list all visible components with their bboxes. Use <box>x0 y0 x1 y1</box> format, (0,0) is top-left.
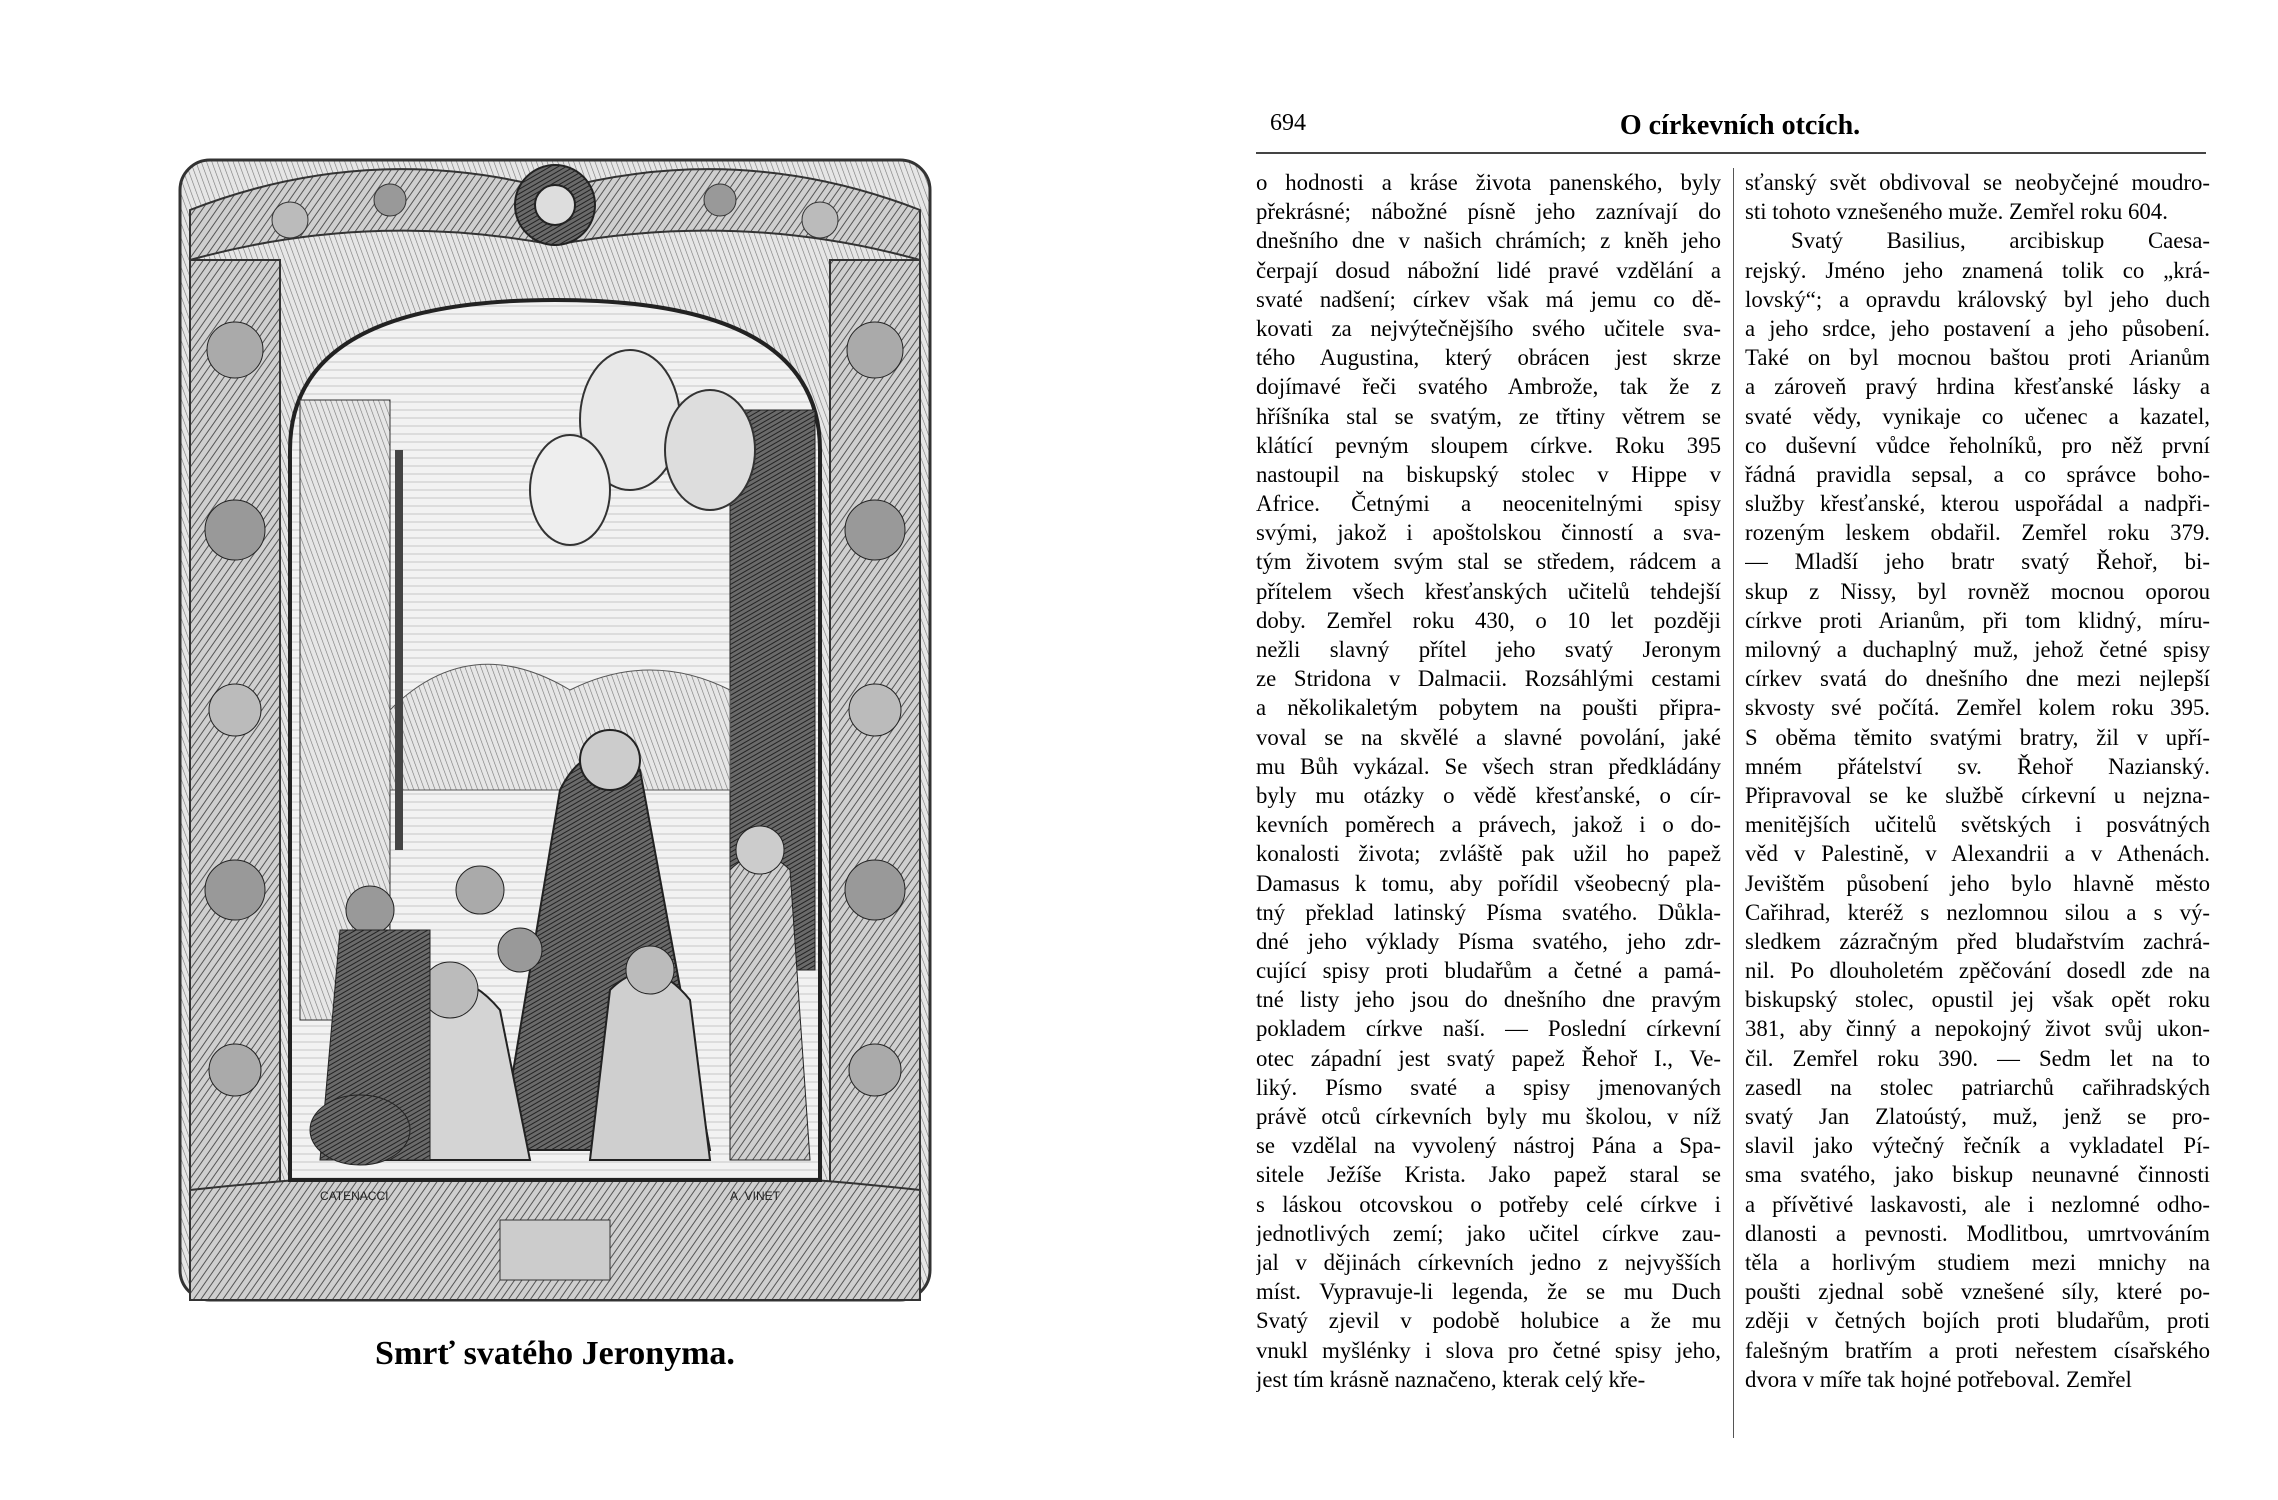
text-line: kovati za nejvýtečnějšího svého učitele sva- <box>1256 315 1721 341</box>
text-line: zději v četných bojích proti bludařům, proti <box>1745 1308 2210 1334</box>
text-line: byly mu otázky o vědě křesťanské, o cír- <box>1256 782 1721 808</box>
text-line: s láskou otcovskou o potřeby celé církve i <box>1256 1191 1721 1217</box>
text-line: rozeným leskem obdařil. Zemřel roku 379. <box>1745 520 2210 546</box>
text-line: mném přátelství sv. Řehoř Nazianský. <box>1745 753 2210 779</box>
text-line: cující spisy proti bludařům a četné a pamá- <box>1256 958 1721 984</box>
text-line: pokladem církve naší. — Poslední církevní <box>1256 1016 1721 1042</box>
text-line: čerpají dosud nábožní lidé pravé vzdělání a <box>1256 257 1721 283</box>
text-line: poušti zjednal sobě vznešené síly, které po- <box>1745 1279 2210 1305</box>
text-line: zasedl na stolec patriarchů cařihradských <box>1745 1074 2210 1100</box>
text-line: svatý Jan Zlatoústý, muž, jenž se pro- <box>1745 1104 2210 1129</box>
text-line: — Mladší jeho bratr svatý Řehoř, bi- <box>1745 549 2210 575</box>
text-line: Svatý zjevil v podobě holubice a že mu <box>1256 1308 1721 1334</box>
text-line: dlanosti a pevnosti. Modlitbou, umrtvováním <box>1745 1220 2210 1246</box>
scene-death-of-st-jerome <box>290 300 820 1180</box>
fruit-garland-right <box>830 260 920 1190</box>
text-line: a několikaletým pobytem na poušti připra- <box>1256 695 1721 721</box>
text-line: sitele Ježíše Krista. Jako papež staral se <box>1256 1162 1721 1188</box>
ornamental-frame-illustration <box>170 150 940 1330</box>
engraver-signature-right: A. VINET <box>730 1189 781 1203</box>
text-line: a zároveň pravý hrdina křesťanské lásky a <box>1745 374 2210 400</box>
text-line: co duševní vůdce řeholníků, pro něž první <box>1745 432 2210 458</box>
text-line: tné listy jeho jsou do dnešního dne pravým <box>1256 987 1721 1013</box>
text-line: přítelem všech křesťanských učitelů tehdejší <box>1256 578 1721 604</box>
text-line: dojímavé řeči svatého Ambrože, tak že z <box>1256 374 1721 400</box>
text-line: Také on byl mocnou baštou proti Arianům <box>1745 345 2210 371</box>
text-line: právě otců církevních byly mu školou, v níž <box>1256 1104 1721 1129</box>
text-line: lovský“; a opravdu královský byl jeho duch <box>1745 286 2210 312</box>
text-line: milovný a duchaplný muž, jehož četné spisy <box>1745 637 2210 662</box>
text-line: se vzdělal na vyvolený nástroj Pána a Spa- <box>1256 1133 1721 1159</box>
column-divider <box>1733 168 1734 1438</box>
text-line: dvora v míře tak hojné potřeboval. Zemřel <box>1745 1366 2132 1392</box>
text-line: čil. Zemřel roku 390. — Sedm let na to <box>1745 1045 2210 1071</box>
text-line: doby. Zemřel roku 430, o 10 let později <box>1256 607 1721 633</box>
text-line: sťanský svět obdivoval se neobyčejné moudro- <box>1745 170 2210 195</box>
text-line: rejský. Jméno jeho znamená tolik co „krá- <box>1745 257 2210 283</box>
text-line: 381, aby činný a nepokojný život svůj ukon- <box>1745 1016 2210 1042</box>
text-line: mu Bůh vykázal. Se všech stran předkládány <box>1256 753 1721 779</box>
text-line: sledkem zázračným před bludařstvím zachrá- <box>1745 928 2210 954</box>
text-line: Jevištěm působení jeho bylo hlavně město <box>1745 870 2210 896</box>
text-line: svými, jakož i apoštolskou činností a sva- <box>1256 520 1721 546</box>
text-line: sti tohoto vznešeného muže. Zemřel roku 604. <box>1745 199 2168 225</box>
text-line: řádná pravidla sepsal, a co správce boho- <box>1745 461 2210 487</box>
page-header <box>1270 110 2210 150</box>
text-line: jal v dějinách církevních jedno z nejvyšších <box>1256 1249 1721 1275</box>
text-line: voval se na skvělé a slavné povolání, jaké <box>1256 724 1721 750</box>
text-line: Africe. Četnými a neocenitelnými spisy <box>1256 491 1721 517</box>
text-line: Svatý Basilius, arcibiskup Caesa- <box>1791 228 2210 254</box>
text-line: o hodnosti a kráse života panenského, byly <box>1256 170 1721 195</box>
text-line: hříšníka stal se svatým, ze třtiny větrem se <box>1256 403 1721 429</box>
text-line: svaté vědy, vynikaje co učenec a kazatel, <box>1745 403 2210 429</box>
text-line: tého Augustina, který obrácen jest skrze <box>1256 345 1721 371</box>
engraver-signature-left: CATENACCI <box>320 1189 389 1203</box>
text-line: tný překlad latinský Písma svatého. Důkla- <box>1256 899 1721 925</box>
text-line: nežli slavný přítel jeho svatý Jeronym <box>1256 637 1721 662</box>
text-line: liký. Písmo svaté a spisy jmenovaných <box>1256 1074 1721 1100</box>
text-line: tým životem svým stal se středem, rádcem a <box>1256 549 1721 575</box>
engraving-plate <box>170 150 940 1330</box>
header-rule <box>1256 152 2206 154</box>
text-line: vnukl myšlénky i slova pro četné spisy jeho, <box>1256 1337 1721 1363</box>
running-title: O církevních otcích. <box>1619 110 1861 141</box>
text-line: těla a horlivým studiem mezi mnichy na <box>1745 1249 2210 1275</box>
text-column-left <box>1256 168 1721 1438</box>
text-line: dnešního dne v našich chrámích; z kněh jeho <box>1256 228 1721 254</box>
text-line: kevních poměrech a právech, jakož i o do- <box>1256 812 1721 838</box>
text-line: otec západní jest svatý papež Řehoř I., Ve- <box>1256 1045 1721 1071</box>
text-line: Připravoval se ke službě církevní u nejzna- <box>1745 782 2210 808</box>
text-line: a jeho srdce, jeho postavení a jeho působení. <box>1745 315 2210 341</box>
text-line: ze Stridona v Dalmacii. Rozsáhlými cestami <box>1256 666 1721 692</box>
text-line: dné jeho výklady Písma svatého, jeho zdr- <box>1256 928 1721 954</box>
text-line: služby křesťanské, kterou uspořádal a nadpři- <box>1745 491 2210 517</box>
text-line: biskupský stolec, opustil jej však opět roku <box>1745 987 2210 1013</box>
text-line: nastoupil na biskupský stolec v Hippe v <box>1256 461 1721 487</box>
text-line: církev svatá do dnešního dne mezi nejlepší <box>1745 666 2210 692</box>
text-column-right <box>1745 168 2210 1438</box>
fruit-garland-left <box>190 260 280 1190</box>
text-line: konalosti života; zvláště pak užil ho papež <box>1256 841 1721 867</box>
text-line: církve proti Arianům, při tom klidný, míru- <box>1745 607 2210 633</box>
text-line: a přívětivé laskavosti, ale i nezlomné odho- <box>1745 1191 2210 1217</box>
text-line: skvosty své počítá. Zemřel kolem roku 395. <box>1745 695 2210 721</box>
text-line: Cařihrad, kteréž s nezlomnou silou a s vý- <box>1745 899 2210 925</box>
text-line: jest tím krásně naznačeno, kterak celý kře- <box>1256 1366 1646 1392</box>
text-line: Damasus k tomu, aby pořídil všeobecný pla- <box>1256 870 1721 896</box>
text-line: jednotlivých zemí; jako učitel církve zau- <box>1256 1220 1721 1246</box>
text-line: S oběma těmito svatými bratry, žil v upří- <box>1745 724 2210 750</box>
text-line: nil. Po dlouholetém zpěčování dosedl zde na <box>1745 958 2210 984</box>
text-line: míst. Vypravuje-li legenda, že se mu Duch <box>1256 1279 1721 1305</box>
text-line: slavil jako výtečný řečník a vykladatel Pí- <box>1745 1133 2210 1159</box>
text-line: falešným bratřím a proti neřestem císařského <box>1745 1337 2210 1363</box>
text-line: věd v Palestině, v Alexandrii a v Athenách. <box>1745 841 2210 867</box>
page-number: 694 <box>1270 110 1306 136</box>
text-line: překrásné; nábožné písně jeho zaznívají do <box>1256 199 1721 225</box>
text-line: sma svatého, jako biskup neunavné činnosti <box>1745 1162 2210 1188</box>
text-line: svaté nadšení; církev však má jemu co dě- <box>1256 286 1721 312</box>
text-line: klátící pevným sloupem církve. Roku 395 <box>1256 432 1721 458</box>
text-line: menitějších učitelů světských i posvátných <box>1745 812 2210 838</box>
text-line: skup z Nissy, byl rovněž mocnou oporou <box>1745 578 2210 604</box>
plate-caption: Smrť svatého Jeronyma. <box>375 1335 735 1372</box>
